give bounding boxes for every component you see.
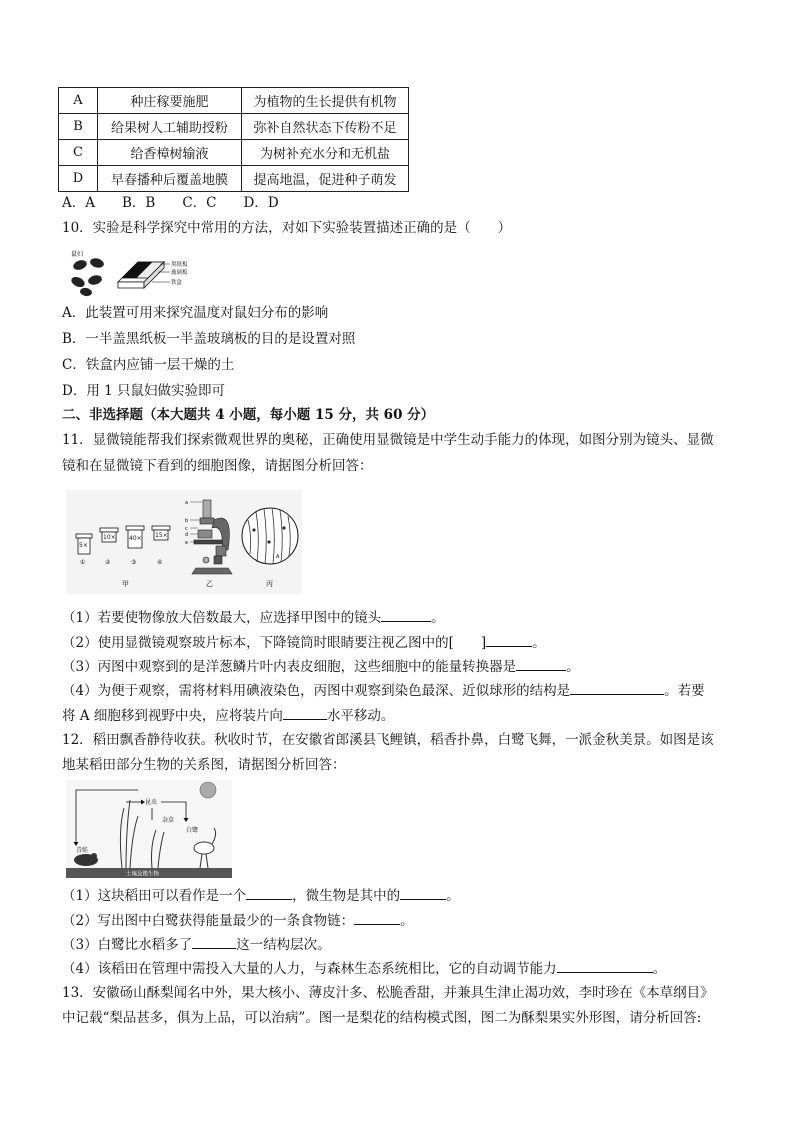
lens-num-2: ② bbox=[105, 559, 111, 566]
lens-3-label: 40× bbox=[129, 535, 142, 542]
q11-answer-blank-2[interactable] bbox=[486, 632, 532, 647]
q12-part1-end: 。 bbox=[446, 888, 460, 904]
label-egret: 白鹭 bbox=[186, 827, 199, 834]
lens-1-icon bbox=[76, 534, 92, 554]
q11-part3-end: 。 bbox=[566, 659, 580, 675]
q12-part4-end: 。 bbox=[652, 961, 667, 977]
q12-part2-text: （2）写出图中白鹭获得能量最少的一条食物链： bbox=[62, 913, 355, 929]
q12-stem-line1: 12．稻田飘香静待收获。秋收时节，在安徽省郎溪县飞鲤镇，稻香扑鼻，白鹭飞舞，一派金秋美景。如图是该 bbox=[62, 732, 714, 748]
q12-part4 bbox=[62, 958, 666, 979]
q12-part1 bbox=[62, 885, 460, 906]
q12-answer-blank-2[interactable] bbox=[400, 885, 446, 900]
label-insect: 昆虫 bbox=[145, 799, 158, 806]
cell-view-icon bbox=[242, 508, 298, 564]
row-key: D bbox=[59, 166, 98, 192]
q9-table-row bbox=[59, 114, 409, 140]
q12-figure bbox=[66, 780, 232, 878]
q11-part1-end: 。 bbox=[431, 610, 445, 626]
q10-option-d: D．用 1 只鼠妇做实验即可 bbox=[62, 383, 225, 399]
lens-2-icon bbox=[100, 528, 118, 542]
q11-part4a-end: 。若要 bbox=[664, 683, 705, 699]
row-practice: 种庄稼要施肥 bbox=[98, 88, 242, 114]
lens-num-1: ① bbox=[80, 559, 86, 566]
q13-stem-line2: 中记载“梨品甚多，俱为上品，可以治病”。图一是梨花的结构模式图，图二为酥梨果实外形图，请分析回答: bbox=[62, 1010, 702, 1026]
q10-option-c: C．铁盒内应铺一层干燥的土 bbox=[62, 357, 235, 373]
sun-icon bbox=[200, 782, 216, 798]
row-practice: 给果树人工辅助授粉 bbox=[98, 114, 242, 140]
q12-part3-text: （3）白鹭比水稻多了 bbox=[62, 937, 193, 953]
q10-option-b: B．一半盖黑纸板一半盖玻璃板的目的是设置对照 bbox=[62, 331, 356, 347]
q10-stem: 10．实验是科学探究中常用的方法，对如下实验装置描述正确的是（ ） bbox=[62, 220, 512, 236]
q11-stem-line1: 11．显微镜能帮我们探索微观世界的奥秘，正确使用显微镜是中学生动手能力的体现，如图分别为镜头、显微 bbox=[62, 432, 714, 448]
q10-label-bug: 鼠妇 bbox=[71, 251, 84, 258]
q13-stem-line1: 13．安徽砀山酥梨闻名中外，果大核小、薄皮汁多、松脆香甜，并兼具生津止渴功效，李时珍在《本草纲目》 bbox=[62, 985, 714, 1001]
row-reason: 提高地温，促进种子萌发 bbox=[242, 166, 409, 192]
q11-answer-blank-1[interactable] bbox=[381, 607, 431, 622]
lens-num-4: ④ bbox=[157, 559, 163, 566]
row-key: B bbox=[59, 114, 98, 140]
q11-part4a bbox=[62, 680, 705, 701]
q11-part4b bbox=[62, 705, 394, 726]
q12-part3 bbox=[62, 934, 331, 955]
woodlouse-icons bbox=[70, 257, 105, 297]
lens-3-icon bbox=[126, 526, 144, 548]
q11-part1 bbox=[62, 607, 445, 628]
q11-part1-text: （1）若要使物像放大倍数最大，应选择甲图中的镜头 bbox=[62, 610, 382, 626]
q9-choices: A．A B．B C．C D．D bbox=[62, 195, 279, 211]
row-practice: 给香樟树输液 bbox=[98, 140, 242, 166]
q12-part3-end: 这一结构层次。 bbox=[236, 937, 331, 953]
label-weed: 杂草 bbox=[162, 817, 175, 824]
scope-letter-e: e bbox=[185, 540, 189, 546]
q11-answer-blank-4[interactable] bbox=[570, 680, 664, 695]
fig-yi-label: 乙 bbox=[206, 580, 213, 588]
row-reason: 为植物的生长提供有机物 bbox=[242, 88, 409, 114]
q10-figure bbox=[66, 248, 216, 298]
row-key: A bbox=[59, 88, 98, 114]
q11-part4b-end: 水平移动。 bbox=[326, 708, 395, 724]
scope-letter-c: c bbox=[185, 526, 188, 532]
q12-part4-text: （4）该稻田在管理中需投入大量的人力，与森林生态系统相比，它的自动调节能力 bbox=[62, 961, 557, 977]
q12-part1-text: （1）这块稻田可以看作是一个 bbox=[62, 888, 247, 904]
row-key: C bbox=[59, 140, 98, 166]
q11-part3-text: （3）丙图中观察到的是洋葱鳞片叶内表皮细胞，这些细胞中的能量转换器是 bbox=[62, 659, 517, 675]
section-2-heading: 二、非选择题（本大题共 4 小题，每小题 15 分，共 60 分） bbox=[62, 407, 435, 423]
fig-bing-label: 丙 bbox=[266, 580, 273, 588]
cell-label-a: A bbox=[276, 554, 280, 560]
q11-figure bbox=[66, 490, 302, 594]
q10-label-black: 黑纸板 bbox=[171, 262, 188, 268]
q10-label-glass: 玻璃板 bbox=[171, 270, 188, 276]
q9-table-row bbox=[59, 88, 409, 114]
q11-part2-end: 。 bbox=[532, 635, 546, 651]
q11-part4a-text: （4）为便于观察，需将材料用碘液染色，丙图中观察到染色最深、近似球形的结构是 bbox=[62, 683, 571, 699]
q11-answer-blank-5[interactable] bbox=[283, 705, 327, 720]
lens-4-label: 15× bbox=[155, 532, 168, 539]
row-reason: 为树补充水分和无机盐 bbox=[242, 140, 409, 166]
row-reason: 弥补自然状态下传粉不足 bbox=[242, 114, 409, 140]
scope-letter-a: a bbox=[185, 500, 189, 506]
q12-answer-blank-3[interactable] bbox=[354, 910, 400, 925]
q9-table bbox=[58, 87, 409, 192]
q11-part3 bbox=[62, 656, 580, 677]
lens-4-icon bbox=[152, 526, 170, 540]
row-practice: 早春播种后覆盖地膜 bbox=[98, 166, 242, 192]
q12-part2-end: 。 bbox=[400, 913, 414, 929]
q11-part2 bbox=[62, 632, 546, 653]
iron-box-icon bbox=[118, 262, 164, 288]
lens-1-label: 5× bbox=[79, 542, 88, 549]
q11-answer-blank-3[interactable] bbox=[516, 656, 566, 671]
q11-stem-line2: 镜和在显微镜下看到的细胞图像，请据图分析回答： bbox=[62, 458, 373, 474]
q12-answer-blank-5[interactable] bbox=[557, 958, 653, 973]
fig-jia-label: 甲 bbox=[122, 580, 129, 588]
scope-letter-d: d bbox=[185, 532, 189, 538]
q11-part4b-text: 将 A 细胞移到视野中央，应将装片向 bbox=[62, 708, 283, 724]
q9-table-row bbox=[59, 166, 409, 192]
label-frog: 青蛙 bbox=[76, 847, 89, 854]
q11-part2-text: （2）使用显微镜观察玻片标本，下降镜筒时眼睛要注视乙图中的[ ] bbox=[62, 635, 487, 651]
q10-label-box: 铁盒 bbox=[171, 280, 183, 286]
scope-letter-b: b bbox=[185, 518, 189, 524]
q12-answer-blank-4[interactable] bbox=[192, 934, 236, 949]
q12-stem-line2: 地某稻田部分生物的关系图，请据图分析回答： bbox=[62, 757, 346, 773]
q12-answer-blank-1[interactable] bbox=[246, 885, 292, 900]
q10-option-a: A．此装置可用来探究温度对鼠妇分布的影响 bbox=[62, 305, 329, 321]
q12-part1-mid: ，微生物是其中的 bbox=[292, 888, 401, 904]
q12-part2 bbox=[62, 910, 414, 931]
lens-2-label: 10× bbox=[103, 534, 116, 541]
q9-table-row bbox=[59, 140, 409, 166]
label-soil: 土壤及微生物 bbox=[126, 871, 160, 878]
lens-num-3: ③ bbox=[131, 559, 137, 566]
